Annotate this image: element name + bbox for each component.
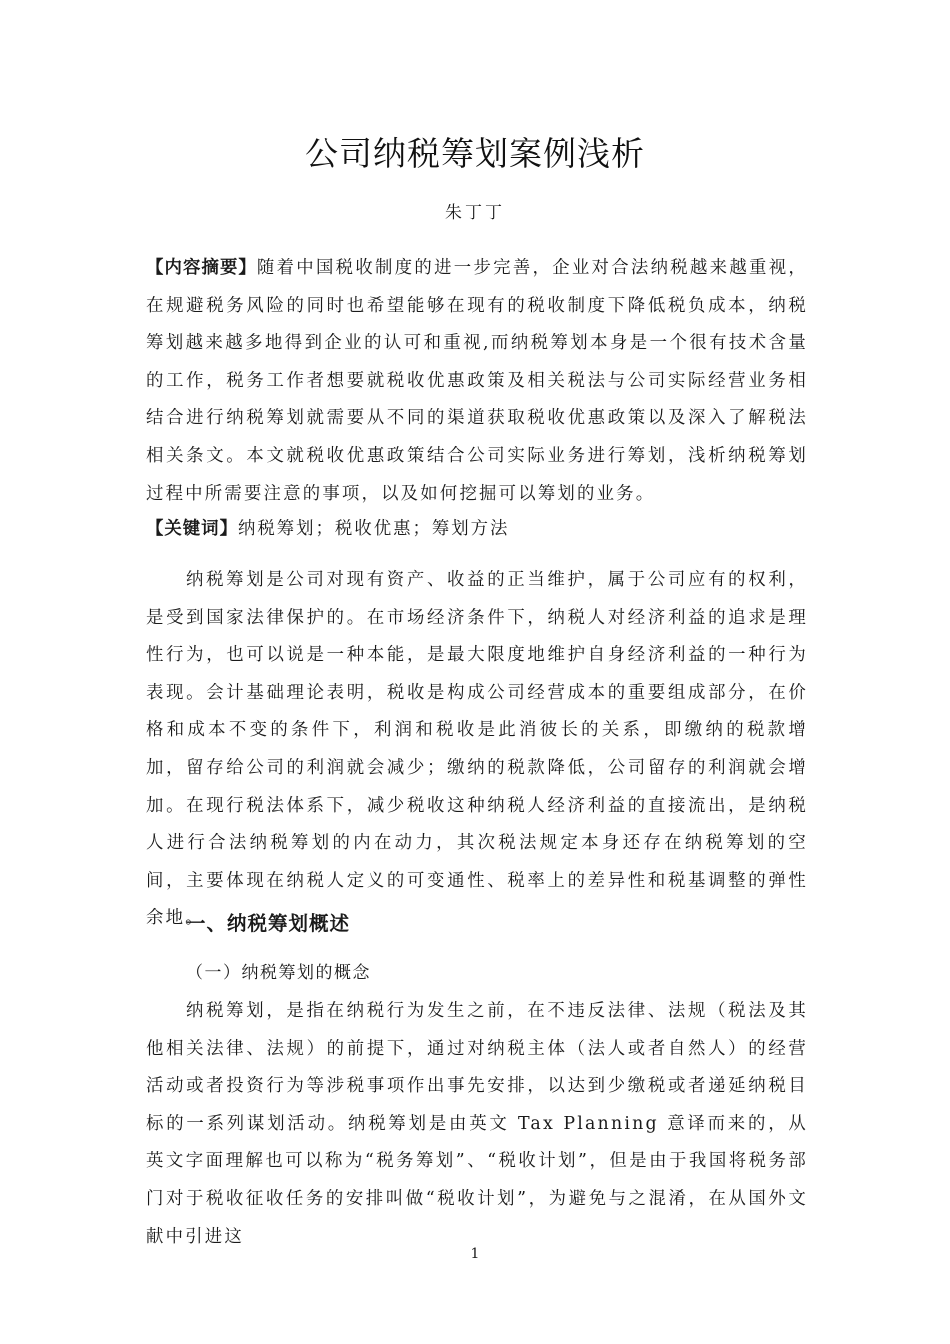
keywords-text: 纳税筹划；税收优惠；筹划方法 xyxy=(237,519,510,539)
section-heading: 一、纳税筹划概述 xyxy=(186,912,351,935)
subsection-heading: （一）纳税筹划的概念 xyxy=(186,963,371,983)
intro-paragraph: 纳税筹划是公司对现有资产、收益的正当维护，属于公司应有的权利，是受到国家法律保护的。在市场经济条件下，纳税人对经济利益的追求是理性行为，也可以说是一种本能，是最大限度地维护自身经济利益的一种行为表现。会计基础理论表明，税收是构成公司经营成本的重要组成部分，在价格和成本不变的条件下，利润和税收是此消彼长的关系，即缴纳的税款增加，留存给公司的利润就会减少；缴纳的税款降低，公司留存的利润就会增加。在现行税法体系下，减少税收这种纳税人经济利益的直接流出，是纳税人进行合法纳税筹划的内在动力，其次税法规定本身还存在纳税筹划的空间，主要体现在纳税人定义的可变通性、税率上的差异性和税基调整的弹性余地。 xyxy=(146,570,808,929)
page-number: 1 xyxy=(470,1246,480,1262)
keywords-label: 【关键词】 xyxy=(146,519,238,539)
document-author: 朱丁丁 xyxy=(445,203,505,223)
document-title: 公司纳税筹划案例浅析 xyxy=(305,134,645,173)
subsection-paragraph: 纳税筹划，是指在纳税行为发生之前，在不违反法律、法规（税法及其他相关法律、法规）的前提下，通过对纳税主体（法人或者自然人）的经营活动或者投资行为等涉税事项作出事先安排，以达到少缴税或者递延纳税目标的一系列谋划活动。纳税筹划是由英文 Tax Planning 意译而来的，从英文字面理解也可以称为“税务筹划”、“税收计划”，但是由于我国将税务部门对于税收征收任务的安排叫做“税收计划”，为避免与之混淆，在从国外文献中引进这 xyxy=(146,1001,808,1247)
keywords-section xyxy=(146,512,808,546)
abstract-label: 【内容摘要】 xyxy=(146,258,257,278)
abstract-text: 随着中国税收制度的进一步完善，企业对合法纳税越来越重视，在规避税务风险的同时也希望能够在现有的税收制度下降低税负成本，纳税筹划越来越多地得到企业的认可和重视,而纳税筹划本身是一个很有技术含量的工作，税务工作者想要就税收优惠政策及相关税法与公司实际经营业务相结合进行纳税筹划就需要从不同的渠道获取税收优惠政策以及深入了解税法相关条文。本文就税收优惠政策结合公司实际业务进行筹划，浅析纳税筹划过程中所需要注意的事项，以及如何挖掘可以筹划的业务。 xyxy=(146,258,808,504)
abstract-section xyxy=(146,250,808,513)
